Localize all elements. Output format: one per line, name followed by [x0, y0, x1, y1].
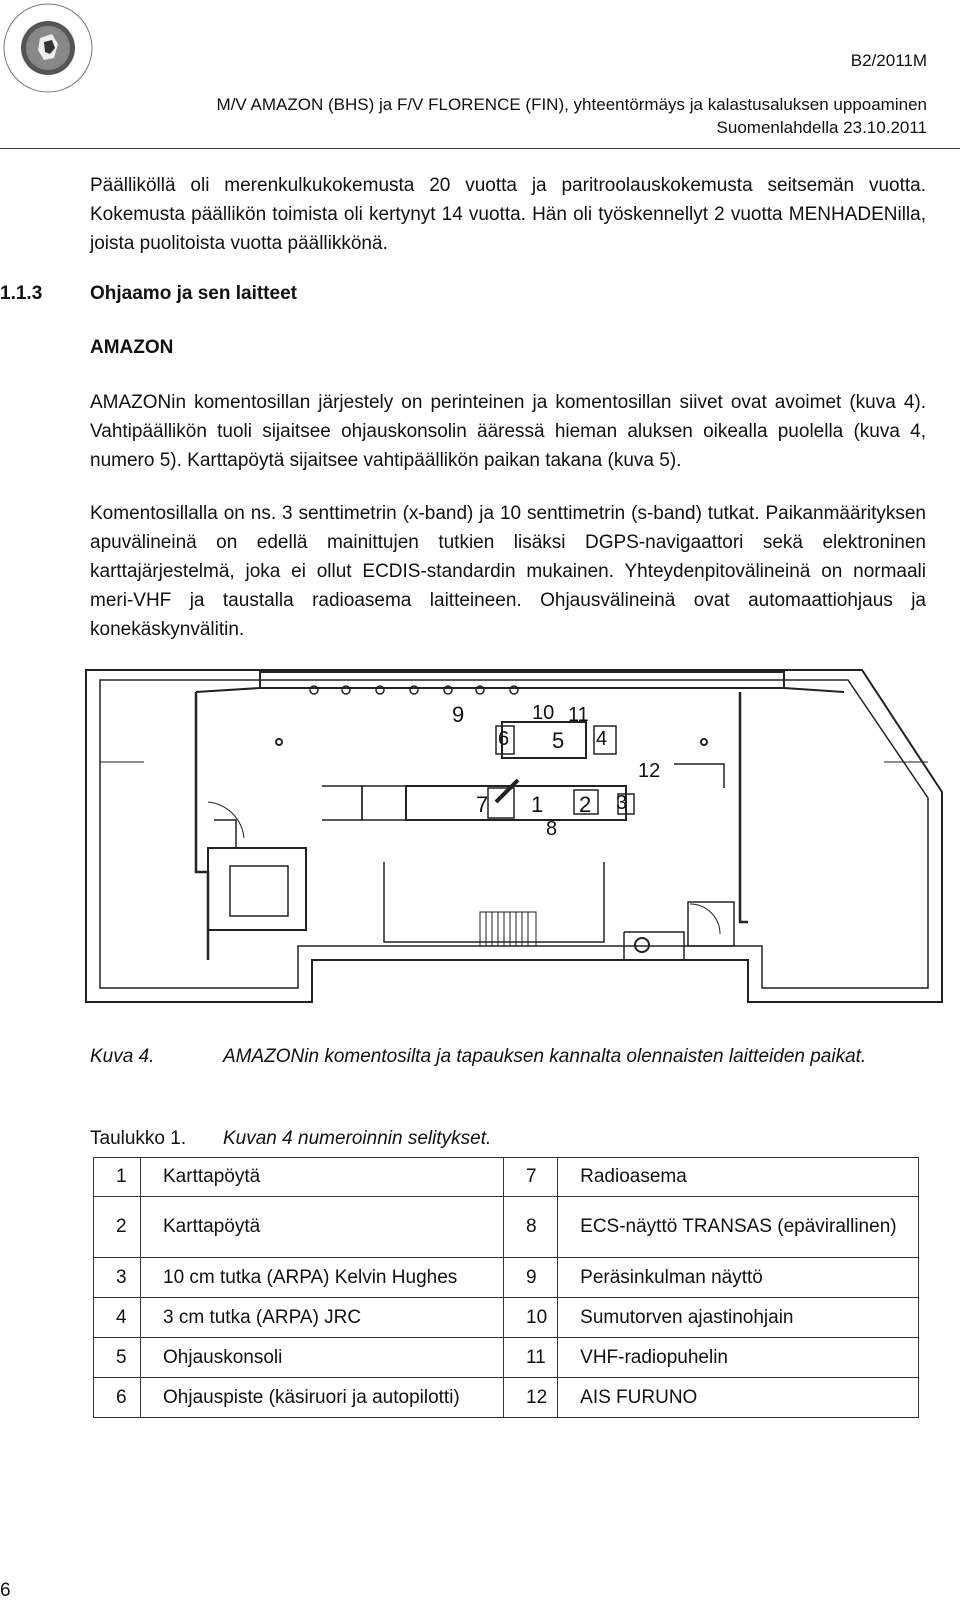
table-cell-number: 9 [504, 1258, 558, 1298]
bridge-outer-outline [86, 670, 942, 1002]
page-number: 6 [0, 1580, 11, 1601]
paragraph-bridge-equipment: Komentosillalla on ns. 3 senttimetrin (x-band) ja 10 senttimetrin (s-band) tutkat. Paikanmäärityksen apuvälineinä on edellä mainittujen tutkien lisäksi DGPS-navigaattori sekä elektroninen karttajärjestelmä, joka ei ollut ECDIS-standardin mukainen. Yhteydenpitovälineinä on normaali meri-VHF ja taustalla radioasema laitteineen. Ohjausvälineinä ovat automaattiohjaus ja konekäskynvälitin. [90, 503, 926, 640]
table-cell-number: 3 [94, 1258, 141, 1298]
figure-caption-label: Kuva 4. [90, 1046, 155, 1067]
plan-label-1: 1 [531, 792, 544, 817]
plan-label-11: 11 [568, 704, 589, 726]
plan-label-4: 4 [596, 728, 608, 750]
agency-logo [0, 0, 96, 96]
table-cell-text: ECS-näyttö TRANSAS (epävirallinen) [558, 1197, 919, 1258]
table-cell-text: Peräsinkulman näyttö [558, 1258, 919, 1298]
table-row [94, 1298, 919, 1338]
table-cell-text: Karttapöytä [141, 1158, 504, 1197]
table-cell-number: 7 [504, 1158, 558, 1197]
table-row [94, 1378, 919, 1418]
table-cell-number: 12 [504, 1378, 558, 1418]
table-cell-text: Karttapöytä [141, 1197, 504, 1258]
table-cell-number: 1 [94, 1158, 141, 1197]
table-cell-text: VHF-radiopuhelin [558, 1338, 919, 1378]
plan-label-3: 3 [616, 792, 628, 814]
table-cell-text: Ohjauspiste (käsiruori ja autopilotti) [141, 1378, 504, 1418]
table-cell-number: 11 [504, 1338, 558, 1378]
plan-label-5: 5 [552, 728, 565, 753]
table-cell-text: Radioasema [558, 1158, 919, 1197]
plan-label-12: 12 [638, 760, 661, 782]
subsection-title: AMAZON [90, 337, 174, 358]
table-cell-text: 10 cm tutka (ARPA) Kelvin Hughes [141, 1258, 504, 1298]
table-cell-number: 10 [504, 1298, 558, 1338]
table-row [94, 1338, 919, 1378]
table-cell-number: 5 [94, 1338, 141, 1378]
report-title [217, 93, 927, 139]
table-row [94, 1197, 919, 1258]
table-cell-text: AIS FURUNO [558, 1378, 919, 1418]
document-code: B2/2011M [850, 51, 927, 70]
table-cell-number: 8 [504, 1197, 558, 1258]
intro-paragraph: Päälliköllä oli merenkulkukokemusta 20 vuotta ja paritroolauskokemusta seitsemän vuotta. Kokemusta päällikön toimista oli kertynyt 14 vuotta. Hän oli työskennellyt 2 vuotta MENHADENilla, joista puolitoista vuotta päällikkönä. [90, 175, 926, 254]
legend-table [93, 1157, 919, 1418]
table-caption-label: Taulukko 1. [90, 1128, 187, 1149]
figure-caption-text: AMAZONin komentosilta ja tapauksen kannalta olennaisten laitteiden paikat. [223, 1046, 867, 1067]
table-cell-number: 6 [94, 1378, 141, 1418]
bridge-floor-plan [84, 662, 944, 1022]
plan-label-7: 7 [476, 792, 489, 817]
plan-label-10: 10 [532, 702, 555, 724]
table-row [94, 1158, 919, 1197]
table-cell-text: Ohjauskonsoli [141, 1338, 504, 1378]
table-cell-number: 2 [94, 1197, 141, 1258]
plan-label-6: 6 [498, 728, 510, 750]
section-number: 1.1.3 [0, 283, 43, 304]
table-caption-text: Kuvan 4 numeroinnin selitykset. [223, 1128, 492, 1149]
table-cell-text: 3 cm tutka (ARPA) JRC [141, 1298, 504, 1338]
header-divider [0, 148, 960, 149]
paragraph-bridge-layout: AMAZONin komentosillan järjestely on perinteinen ja komentosillan siivet ovat avoimet (kuva 4). Vahtipäällikön tuoli sijaitsee ohjauskonsolin ääressä hieman aluksen oikealla puolella (kuva 4, numero 5). Karttapöytä sijaitsee vahtipäällikön paikan takana (kuva 5). [90, 392, 926, 471]
table-row [94, 1258, 919, 1298]
section-title: Ohjaamo ja sen laitteet [90, 283, 297, 304]
table-cell-text: Sumutorven ajastinohjain [558, 1298, 919, 1338]
plan-label-8: 8 [546, 818, 558, 840]
report-title-line-2: Suomenlahdella 23.10.2011 [716, 118, 927, 137]
table-cell-number: 4 [94, 1298, 141, 1338]
report-title-line-1: M/V AMAZON (BHS) ja F/V FLORENCE (FIN), yhteentörmäys ja kalastusaluksen uppoaminen [216, 95, 927, 114]
plan-label-2: 2 [579, 792, 592, 817]
plan-label-9: 9 [452, 702, 465, 727]
